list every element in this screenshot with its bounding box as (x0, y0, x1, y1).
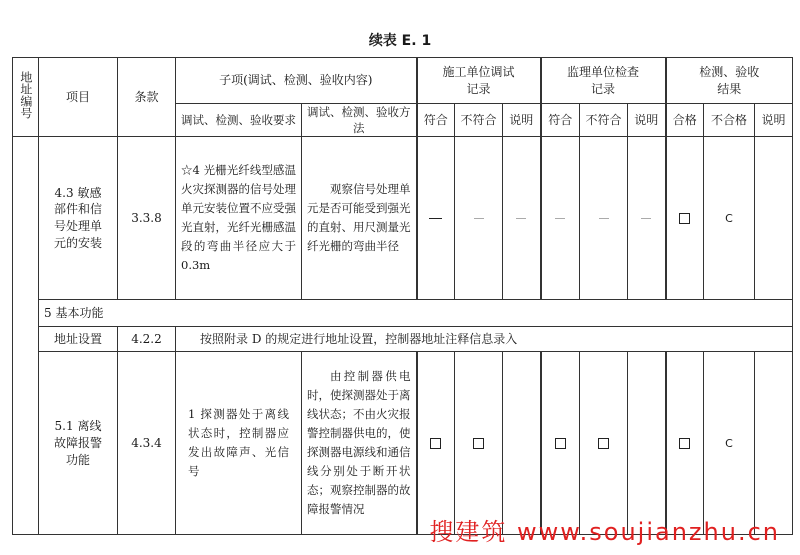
section-basic-functions: 5 基本功能 (39, 300, 793, 327)
header-requirement: 调试、检测、验收要求 (176, 104, 302, 137)
header-supervision-unit: 监理单位检查记录 (541, 58, 666, 104)
header-nonconform-supervision: 不符合 (580, 104, 628, 137)
row1-requirement: ☆4 光栅光纤线型感温火灾探测器的信号处理单元安装位置不应受强光直射，光纤光栅感温段的弯曲半径应大于 0.3m (181, 163, 296, 273)
row3-pass[interactable] (666, 352, 704, 535)
header-note-result: 说明 (755, 104, 793, 137)
table-row (13, 137, 793, 300)
row1-nonconform-construction (455, 137, 503, 300)
checkbox-nonconform[interactable] (473, 438, 484, 449)
table-row (13, 327, 793, 352)
header-pass: 合格 (666, 104, 704, 137)
header-method: 调试、检测、验收方法 (302, 104, 417, 137)
address-item: 地址设置 (39, 327, 118, 352)
dash-mark (516, 218, 526, 219)
row3-conform-supervision[interactable] (541, 352, 580, 535)
table-row (13, 352, 793, 535)
header-subitem: 子项(调试、检测、验收内容) (176, 58, 417, 104)
row3-nonconform-construction[interactable] (455, 352, 503, 535)
row1-fail (704, 137, 755, 300)
header-conform-supervision: 符合 (541, 104, 580, 137)
row3-requirement-cell (176, 352, 302, 535)
watermark: 搜建筑 www.soujianzhu.cn (429, 518, 780, 546)
checkbox-pass[interactable] (679, 213, 690, 224)
header-nonconform-construction: 不符合 (455, 104, 503, 137)
row1-conform-supervision (541, 137, 580, 300)
row1-item: 4.3 敏感部件和信号处理单元的安装 (39, 137, 118, 300)
row1-pass[interactable] (666, 137, 704, 300)
row3-method: 由控制器供电时，使探测器处于离线状态；不由火灾报警控制器供电的，使探测器电源线和通信线分别处于断开状态；观察控制器的故障报警情况 (307, 369, 411, 517)
dash-mark (474, 218, 484, 219)
address-clause: 4.2.2 (118, 327, 176, 352)
row1-conform-construction (417, 137, 455, 300)
header-construction-unit: 施工单位调试记录 (417, 58, 541, 104)
row3-conform-construction[interactable] (417, 352, 455, 535)
dash-mark (641, 218, 651, 219)
address-text-cell (176, 327, 793, 352)
row3-requirement: 1 探测器处于离线状态时，控制器应发出故障声、光信号 (188, 407, 289, 479)
row3-nonconform-supervision[interactable] (580, 352, 628, 535)
header-address-no: 地址编号 (13, 58, 39, 137)
row1-note-supervision (628, 137, 666, 300)
row3-item: 5.1 离线故障报警功能 (39, 352, 118, 535)
row1-clause: 3.3.8 (118, 137, 176, 300)
header-conform-construction: 符合 (417, 104, 455, 137)
table-title: 续表 E. 1 (368, 33, 432, 49)
row3-clause: 4.3.4 (118, 352, 176, 535)
dash-mark (599, 218, 609, 219)
row3-note-construction (503, 352, 541, 535)
header-row (13, 58, 793, 104)
inspection-table (12, 57, 793, 535)
row3-note-supervision (628, 352, 666, 535)
section-row (13, 300, 793, 327)
header-note-supervision: 说明 (628, 104, 666, 137)
row3-fail (704, 352, 755, 535)
row1-nonconform-supervision (580, 137, 628, 300)
dash-mark (429, 218, 442, 219)
row3-note-result (755, 352, 793, 535)
row1-method-cell (302, 137, 417, 300)
row3-result-mark: C (725, 436, 733, 450)
address-no-cell (13, 137, 39, 535)
header-fail: 不合格 (704, 104, 755, 137)
header-result: 检测、验收结果 (666, 58, 793, 104)
checkbox-nonconform[interactable] (598, 438, 609, 449)
address-text: 按照附录 D 的规定进行地址设置，控制器地址注释信息录入 (200, 331, 518, 346)
row1-method: 观察信号处理单元是否可能受到强光的直射、用尺测量光纤光栅的弯曲半径 (307, 182, 411, 254)
row1-requirement-cell (176, 137, 302, 300)
row3-method-cell (302, 352, 417, 535)
header-note-construction: 说明 (503, 104, 541, 137)
header-item: 项目 (39, 58, 118, 137)
header-clause: 条款 (118, 58, 176, 137)
checkbox-conform[interactable] (555, 438, 566, 449)
row1-note-construction (503, 137, 541, 300)
checkbox-pass[interactable] (679, 438, 690, 449)
row1-result-mark: C (725, 211, 733, 225)
checkbox-conform[interactable] (430, 438, 441, 449)
row1-note-result (755, 137, 793, 300)
dash-mark (555, 218, 565, 219)
